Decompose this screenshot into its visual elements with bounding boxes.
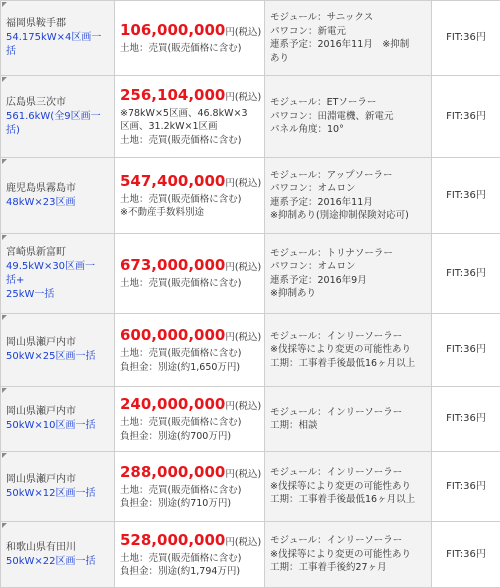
spec-line: ※伐採等により変更の可能性あり: [270, 343, 426, 357]
fit-rate: FIT:36円: [432, 76, 500, 158]
fit-rate: FIT:36円: [432, 1, 500, 76]
prefecture-label: 岡山県瀬戸内市: [6, 473, 109, 487]
spec-line: ※抑制あり: [270, 287, 426, 301]
spec-line: 連系予定：2016年11月: [270, 196, 426, 210]
capacity-link[interactable]: 25kW一括: [6, 288, 109, 302]
price-cell: [115, 314, 265, 387]
listing-row[interactable]: [1, 452, 500, 522]
prefecture-label: 広島県三次市: [6, 96, 109, 110]
price-line: [120, 395, 259, 416]
price-value: 528,000,000: [120, 531, 225, 549]
spec-line: 工期：工事着手後最低16ヶ月以上: [270, 357, 426, 371]
spec-cell: [265, 1, 432, 76]
listing-row[interactable]: [1, 1, 500, 76]
capacity-link[interactable]: 561.6kW(全9区画一: [6, 110, 109, 124]
location-cell: [1, 452, 115, 522]
spec-line: モジュール：ETソーラー: [270, 96, 426, 110]
location-cell: [1, 234, 115, 314]
spec-cell: [265, 452, 432, 522]
fit-rate: FIT:36円: [432, 314, 500, 387]
spec-line: パワコン：オムロン: [270, 260, 426, 274]
spec-line: モジュール：アップソーラー: [270, 169, 426, 183]
spec-line: あり: [270, 52, 426, 66]
capacity-link[interactable]: 50kW×22区画一括: [6, 555, 109, 569]
price-line: [120, 86, 259, 107]
listing-rows: [1, 1, 500, 588]
spec-cell: [265, 76, 432, 158]
corner-marker-icon: [2, 77, 7, 82]
listing-row[interactable]: [1, 314, 500, 387]
prefecture-label: 鹿児島県霧島市: [6, 182, 109, 196]
spec-cell: [265, 387, 432, 452]
price-line: [120, 172, 259, 193]
price-cell: [115, 387, 265, 452]
spec-line: 連系予定：2016年11月 ※抑制: [270, 38, 426, 52]
spec-line: 工期：工事着手後最低16ヶ月以上: [270, 493, 426, 507]
spec-cell: [265, 522, 432, 588]
capacity-link[interactable]: 54.175kW×4区画一: [6, 31, 109, 45]
spec-cell: [265, 158, 432, 234]
capacity-link[interactable]: 50kW×25区画一括: [6, 350, 109, 364]
capacity-link[interactable]: 48kW×23区画: [6, 196, 109, 210]
prefecture-label: 福岡県鞍手郡: [6, 17, 109, 31]
prefecture-label: 和歌山県有田川: [6, 541, 109, 555]
spec-line: 工期：相談: [270, 419, 426, 433]
location-cell: [1, 314, 115, 387]
location-cell: [1, 1, 115, 76]
price-value: 600,000,000: [120, 326, 225, 344]
tax-label: 円(税込): [225, 178, 261, 189]
corner-marker-icon: [2, 453, 7, 458]
capacity-link[interactable]: 50kW×10区画一括: [6, 419, 109, 433]
price-note: 土地：売買(販売価格に含む): [120, 416, 259, 430]
spec-line: モジュール：インリーソーラー: [270, 534, 426, 548]
price-cell: [115, 452, 265, 522]
price-note: 負担金：別途(約1,650万円): [120, 361, 259, 375]
price-value: 106,000,000: [120, 21, 225, 39]
spec-line: パワコン：新電元: [270, 25, 426, 39]
tax-label: 円(税込): [225, 92, 261, 103]
price-value: 256,104,000: [120, 86, 225, 104]
price-note: 負担金：別途(約710万円): [120, 497, 259, 511]
capacity-link[interactable]: 49.5kW×30区画一: [6, 260, 109, 274]
capacity-link[interactable]: 50kW×12区画一括: [6, 487, 109, 501]
capacity-link[interactable]: 括: [6, 45, 109, 59]
price-note: 負担金：別途(約700万円): [120, 430, 259, 444]
prefecture-label: 岡山県瀬戸内市: [6, 336, 109, 350]
location-cell: [1, 522, 115, 588]
price-note: 負担金：別途(約1,794万円): [120, 565, 259, 579]
spec-cell: [265, 314, 432, 387]
tax-label: 円(税込): [225, 262, 261, 273]
listing-row[interactable]: [1, 522, 500, 588]
capacity-link[interactable]: 括): [6, 124, 109, 138]
tax-label: 円(税込): [225, 537, 261, 548]
spec-line: モジュール：インリーソーラー: [270, 466, 426, 480]
listing-row[interactable]: [1, 234, 500, 314]
price-note: 土地：売買(販売価格に含む): [120, 42, 259, 56]
listing-row[interactable]: [1, 76, 500, 158]
price-note: 土地：売買(販売価格に含む): [120, 277, 259, 291]
spec-line: ※抑制あり(別途抑制保険対応可): [270, 209, 426, 223]
price-note: ※不動産手数料別途: [120, 206, 259, 220]
fit-rate: FIT:36円: [432, 522, 500, 588]
price-cell: [115, 522, 265, 588]
price-line: [120, 463, 259, 484]
spec-line: モジュール：インリーソーラー: [270, 406, 426, 420]
price-cell: [115, 1, 265, 76]
price-value: 547,400,000: [120, 172, 225, 190]
prefecture-label: 宮崎県新富町: [6, 246, 109, 260]
price-value: 288,000,000: [120, 463, 225, 481]
corner-marker-icon: [2, 315, 7, 320]
corner-marker-icon: [2, 2, 7, 7]
tax-label: 円(税込): [225, 469, 261, 480]
spec-line: モジュール：インリーソーラー: [270, 330, 426, 344]
spec-cell: [265, 234, 432, 314]
price-cell: [115, 234, 265, 314]
tax-label: 円(税込): [225, 401, 261, 412]
price-value: 240,000,000: [120, 395, 225, 413]
location-cell: [1, 158, 115, 234]
price-note: 土地：売買(販売価格に含む): [120, 347, 259, 361]
spec-line: 工期：工事着手後約27ヶ月: [270, 561, 426, 575]
price-note: 土地：売買(販売価格に含む): [120, 552, 259, 566]
price-cell: [115, 76, 265, 158]
spec-line: パネル角度：10°: [270, 123, 426, 137]
price-cell: [115, 158, 265, 234]
location-cell: [1, 387, 115, 452]
corner-marker-icon: [2, 235, 7, 240]
fit-rate: FIT:36円: [432, 234, 500, 314]
tax-label: 円(税込): [225, 27, 261, 38]
price-line: [120, 531, 259, 552]
price-note: ※78kW×5区画、46.8kW×3: [120, 107, 259, 121]
price-note: 土地：売買(販売価格に含む): [120, 134, 259, 148]
price-line: [120, 256, 259, 277]
price-note: 土地：売買(販売価格に含む): [120, 484, 259, 498]
price-note: 土地：売買(販売価格に含む): [120, 193, 259, 207]
location-cell: [1, 76, 115, 158]
spec-line: パワコン：オムロン: [270, 182, 426, 196]
capacity-link[interactable]: 括+: [6, 274, 109, 288]
spec-line: ※伐採等により変更の可能性あり: [270, 548, 426, 562]
prefecture-label: 岡山県瀬戸内市: [6, 405, 109, 419]
corner-marker-icon: [2, 523, 7, 528]
fit-rate: FIT:36円: [432, 452, 500, 522]
price-line: [120, 21, 259, 42]
corner-marker-icon: [2, 388, 7, 393]
price-value: 673,000,000: [120, 256, 225, 274]
price-note: 区画、31.2kW×1区画: [120, 120, 259, 134]
corner-marker-icon: [2, 159, 7, 164]
spec-line: ※伐採等により変更の可能性あり: [270, 480, 426, 494]
fit-rate: FIT:36円: [432, 387, 500, 452]
spec-line: モジュール：トリナソーラー: [270, 247, 426, 261]
fit-rate: FIT:36円: [432, 158, 500, 234]
spec-line: 連系予定：2016年9月: [270, 274, 426, 288]
listing-row[interactable]: [1, 387, 500, 452]
price-line: [120, 326, 259, 347]
spec-line: パワコン：田淵電機、新電元: [270, 110, 426, 124]
listing-row[interactable]: [1, 158, 500, 234]
spec-line: モジュール：サニックス: [270, 11, 426, 25]
tax-label: 円(税込): [225, 332, 261, 343]
